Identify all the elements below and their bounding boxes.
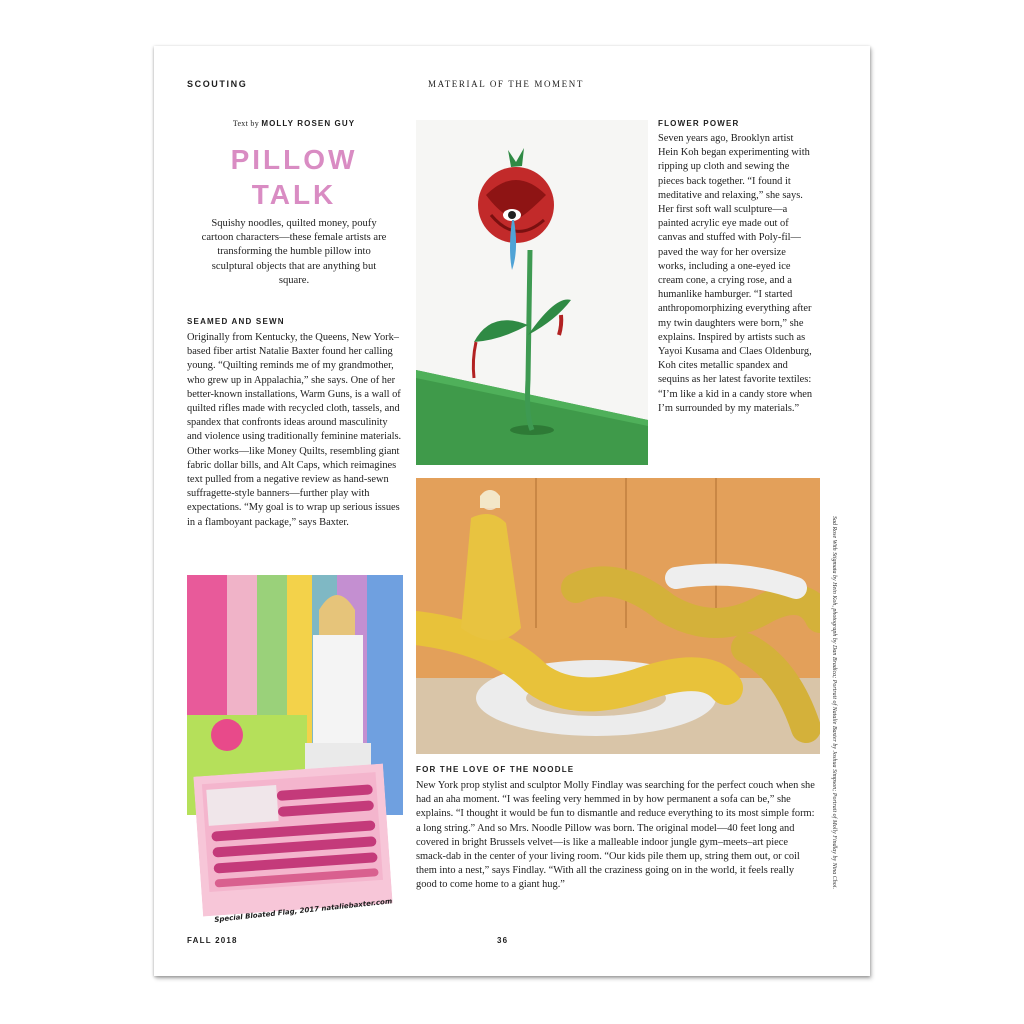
title-line-1: PILLOW [230,144,358,175]
footer-issue: FALL 2018 [187,936,238,945]
title-line-2: TALK [251,179,337,210]
article-title [194,142,394,212]
bloated-flag-photo [193,764,392,917]
photo-credit: Sad Rose With Stigmata by Hein Koh, photograph by Dan Bradica; Portrait of Natalie Baxter by Joshua Simpson; Portrait of Molly Findlay by Nina Choi. [831,516,837,889]
flower-body: Seven years ago, Brooklyn artist Hein Koh began experimenting with ripping up cloth and sewing the pieces back together. “I found it meditative and relaxing,” she says. Her first soft wall sculpture—a painted acrylic eye made out of canvas and stuffed with Poly-fil—paved the way for her oversize works, including a one-eyed ice cream cone, a crying rose, and a humanlike hamburger. “I started anthropomorphizing everything after my twin daughters were born,” she explains. Inspired by artists such as Yayoi Kusama and Claes Oldenburg, Koh cites metallic spandex and sequins as her latest favorite textiles: “I’m like a kid in a candy store when I’m surrounded by my materials.” [658,133,813,414]
noodle-heading: FOR THE LOVE OF THE NOODLE [416,765,575,774]
page-number: 36 [497,936,509,945]
article-dek: Squishy noodles, quilted money, poufy cartoon characters—these female artists are transforming the humble pillow into sculptural objects that are anything but square. [201,218,387,286]
flower-heading: FLOWER POWER [658,119,740,128]
column-label: MATERIAL OF THE MOMENT [428,79,584,89]
noodle-body: New York prop stylist and sculptor Molly Findlay was searching for the perfect couch when she had an aha moment. “I was feeling very hemmed in by how permanent a sofa can be,” she explains. “I thought it would be fun to dismantle and reduce everything to its most simple form: a long string.” And so Mrs. Noodle Pillow was born. The original model—40 feet long and covered in bright Brussels velvet—is like a malleable indoor jungle gym–meets–art piece smack-dab in the center of your living room. “Our kids pile them up, string them out, or coil them into a nest,” says Findlay. “With all the craziness going on in the world, it feels really good to come home to a giant hug.” [416,780,815,891]
byline-prefix: Text by [232,119,260,128]
byline [194,119,394,128]
rose-sculpture-photo [416,120,648,465]
magazine-page [154,46,870,976]
seamed-heading: SEAMED AND SEWN [187,317,285,326]
seamed-body: Originally from Kentucky, the Queens, New York–based fiber artist Natalie Baxter found her calling young. “Quilting reminds me of my grandmother, who grew up in Appalachia,” she says. One of her better-known installations, Warm Guns, is a wall of quilted rifles made with recycled cloth, tassels, and spandex that confronts ideas around masculinity and violence using traditionally feminine materials. Other works—like Money Quilts, resembling giant fabric dollar bills, and Alt Caps, which reimagines text pulled from a negative review as hand-sewn suffragette-style banners—further play with expectations. “My goal is to wrap up serious issues in a flamboyant package,” says Baxter. [187,332,402,528]
byline-author: MOLLY ROSEN GUY [261,119,356,128]
section-label: SCOUTING [187,79,248,89]
noodle-pillow-photo [416,478,820,754]
flag-caption: Special Bloated Flag, 2017 nataliebaxter.com [214,897,393,924]
